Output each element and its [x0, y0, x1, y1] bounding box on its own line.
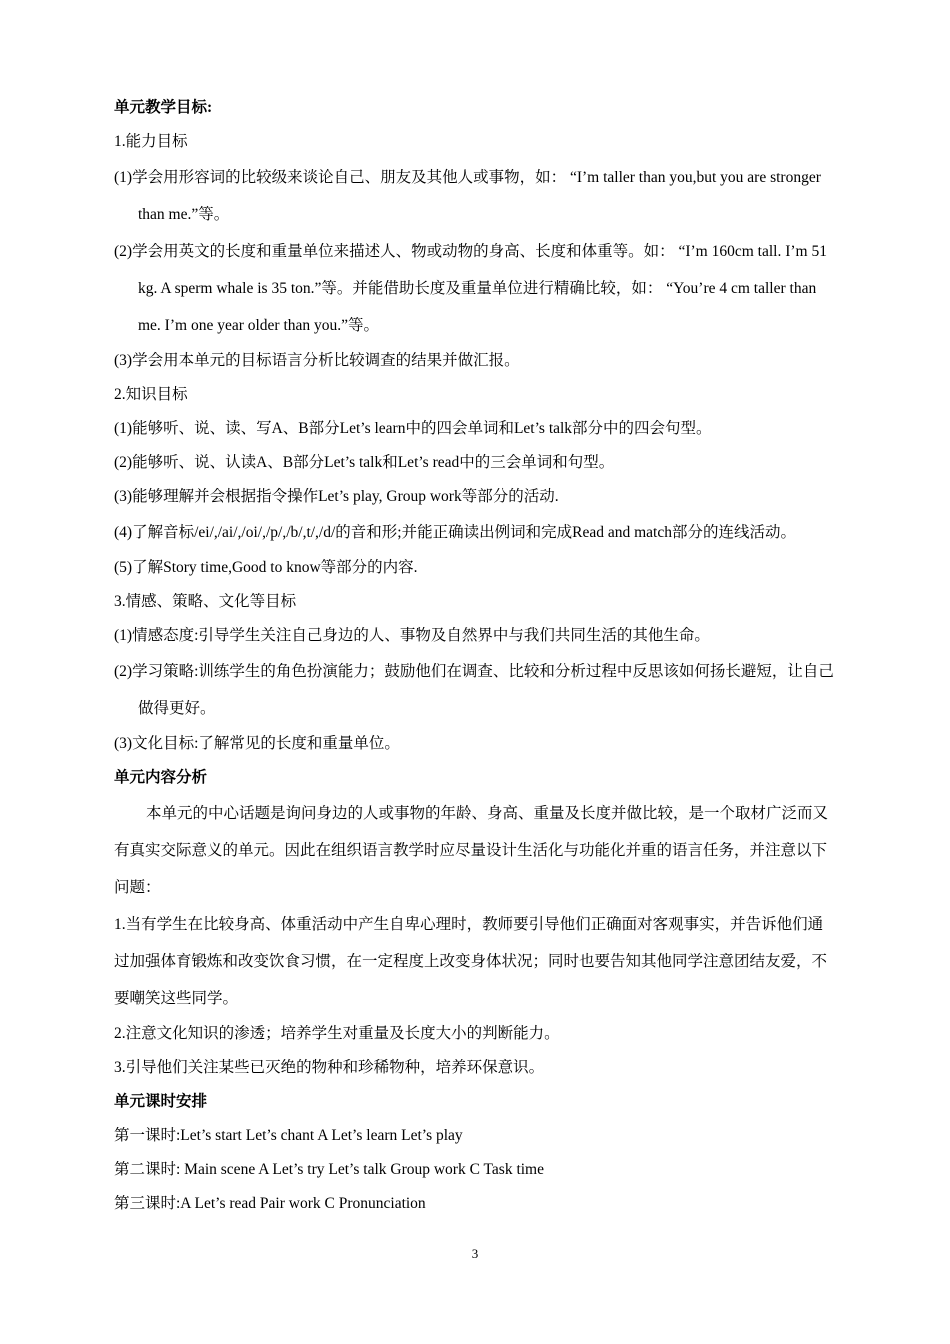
analysis-point-1: 1.当有学生在比较身高、体重活动中产生自卑心理时，教师要引导他们正确面对客观事实，并告诉他们通过加强体育锻炼和改变饮食习惯，在一定程度上改变身体状况；同时也要告知其他同学注意团结友爱，不要嘲笑这些同学。	[114, 916, 828, 1007]
schedule-lesson-3: 第三课时:A Let’s read Pair work C Pronunciation	[114, 1195, 426, 1212]
knowledge-item-5: (5)了解Story time,Good to know等部分的内容.	[114, 559, 418, 576]
schedule-lesson-2: 第二课时: Main scene A Let’s try Let’s talk Group work C Task time	[114, 1161, 544, 1178]
heading-lesson-schedule: 单元课时安排	[114, 1093, 208, 1110]
ability-item-1: (1)学会用形容词的比较级来谈论自己、朋友及其他人或事物，如： “I’m taller than you,but you are stronger than me.”等。	[114, 169, 821, 223]
page-number: 3	[471, 1246, 479, 1261]
analysis-point-2: 2.注意文化知识的渗透；培养学生对重量及长度大小的判断能力。	[114, 1025, 560, 1042]
emotion-item-1: (1)情感态度:引导学生关注自己身边的人、事物及自然界中与我们共同生活的其他生命。	[114, 627, 710, 644]
knowledge-item-4: (4)了解音标/ei/,/ai/,/oi/,/p/,/b/,t/,/d/的音和形;并能正确读出例词和完成Read and match部分的连线活动。	[114, 524, 796, 541]
knowledge-item-3: (3)能够理解并会根据指令操作Let’s play, Group work等部分的活动.	[114, 488, 559, 505]
heading-teaching-goals: 单元教学目标:	[114, 99, 213, 116]
knowledge-item-2: (2)能够听、说、认读A、B部分Let’s talk和Let’s read中的三会单词和句型。	[114, 454, 615, 471]
emotion-item-3: (3)文化目标:了解常见的长度和重量单位。	[114, 735, 400, 752]
emotion-item-2: (2)学习策略:训练学生的角色扮演能力；鼓励他们在调查、比较和分析过程中反思该如何扬长避短，让自己做得更好。	[114, 663, 834, 717]
ability-item-3: (3)学会用本单元的目标语言分析比较调查的结果并做汇报。	[114, 352, 520, 369]
analysis-point-3: 3.引导他们关注某些已灭绝的物种和珍稀物种，培养环保意识。	[114, 1059, 545, 1076]
ability-goals-title: 1.能力目标	[114, 133, 188, 150]
schedule-lesson-1: 第一课时:Let’s start Let’s chant A Let’s learn Let’s play	[114, 1127, 463, 1144]
document-body	[114, 91, 838, 1221]
analysis-paragraph: 本单元的中心话题是询问身边的人或事物的年龄、身高、重量及长度并做比较，是一个取材广泛而又有真实交际意义的单元。因此在组织语言教学时应尽量设计生活化与功能化并重的语言任务，并注意以下问题：	[114, 805, 829, 896]
emotion-goals-title: 3.情感、策略、文化等目标	[114, 593, 297, 610]
knowledge-item-1: (1)能够听、说、读、写A、B部分Let’s learn中的四会单词和Let’s talk部分中的四会句型。	[114, 420, 712, 437]
ability-item-2: (2)学会用英文的长度和重量单位来描述人、物或动物的身高、长度和体重等。如： “I’m 160cm tall. I’m 51 kg. A sperm whale is 35 ton.”等。并能借助长度及重量单位进行精确比较，如： “You’re 4 cm taller than me. I’m one year older than you.”等。	[114, 243, 827, 334]
knowledge-goals-title: 2.知识目标	[114, 386, 188, 403]
heading-content-analysis: 单元内容分析	[114, 769, 208, 786]
